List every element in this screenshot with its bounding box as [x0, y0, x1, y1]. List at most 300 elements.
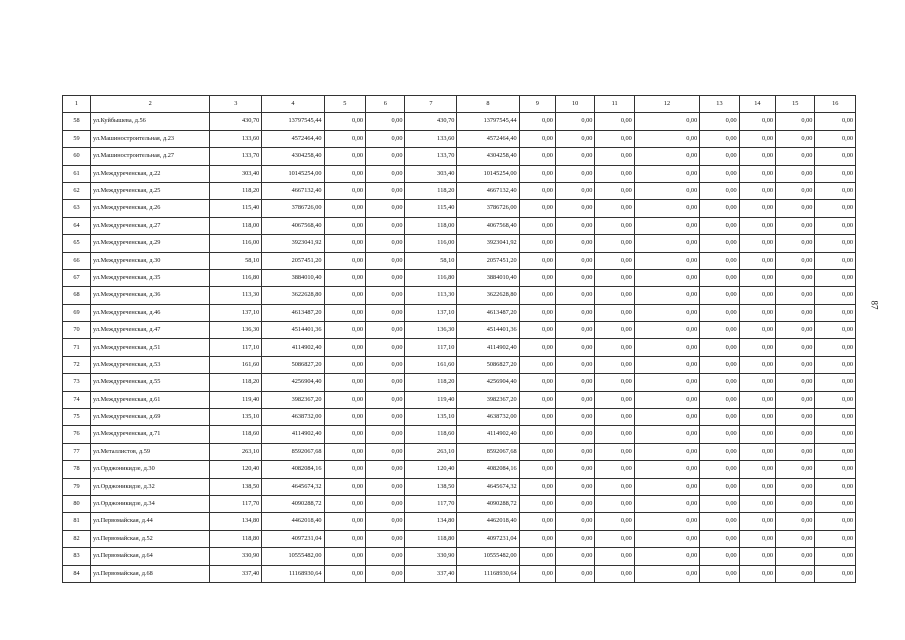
table-row: [63, 565, 856, 582]
column-header: 13: [700, 96, 739, 113]
value-cell: 118,20: [210, 182, 262, 199]
value-cell: 0,00: [366, 374, 405, 391]
value-cell: 0,00: [739, 530, 775, 547]
value-cell: 3786726,00: [457, 200, 519, 217]
value-cell: 13797545,44: [457, 113, 519, 130]
value-cell: 0,00: [700, 443, 739, 460]
value-cell: 0,00: [324, 130, 366, 147]
header-row: [63, 96, 856, 113]
value-cell: 0,00: [776, 409, 815, 426]
value-cell: 118,20: [405, 374, 457, 391]
value-cell: 0,00: [324, 530, 366, 547]
value-cell: 0,00: [324, 513, 366, 530]
value-cell: 0,00: [519, 148, 555, 165]
value-cell: 115,40: [210, 200, 262, 217]
value-cell: 0,00: [519, 513, 555, 530]
value-cell: 0,00: [815, 443, 856, 460]
value-cell: 0,00: [739, 339, 775, 356]
value-cell: 0,00: [519, 495, 555, 512]
value-cell: 330,90: [210, 548, 262, 565]
value-cell: 0,00: [634, 478, 699, 495]
value-cell: 0,00: [555, 235, 594, 252]
value-cell: 0,00: [555, 113, 594, 130]
value-cell: 0,00: [595, 252, 634, 269]
value-cell: 0,00: [700, 269, 739, 286]
value-cell: 116,80: [405, 269, 457, 286]
value-cell: 0,00: [555, 182, 594, 199]
value-cell: 8592067,68: [457, 443, 519, 460]
value-cell: 0,00: [634, 287, 699, 304]
address-cell: ул.Орджоникидзе, д.30: [91, 461, 210, 478]
column-header: 2: [91, 96, 210, 113]
value-cell: 0,00: [815, 548, 856, 565]
value-cell: 3923041,92: [457, 235, 519, 252]
value-cell: 0,00: [815, 304, 856, 321]
value-cell: 0,00: [739, 391, 775, 408]
value-cell: 138,50: [210, 478, 262, 495]
value-cell: 0,00: [815, 478, 856, 495]
value-cell: 0,00: [634, 443, 699, 460]
row-number-cell: 59: [63, 130, 91, 147]
row-number-cell: 79: [63, 478, 91, 495]
value-cell: 0,00: [776, 269, 815, 286]
address-cell: ул.Орджоникидзе, д.32: [91, 478, 210, 495]
value-cell: 0,00: [519, 443, 555, 460]
value-cell: 4114902,40: [262, 426, 324, 443]
value-cell: 133,70: [405, 148, 457, 165]
value-cell: 4304258,40: [457, 148, 519, 165]
value-cell: 0,00: [739, 130, 775, 147]
value-cell: 0,00: [634, 374, 699, 391]
table-row: [63, 374, 856, 391]
value-cell: 0,00: [776, 304, 815, 321]
column-header: 9: [519, 96, 555, 113]
value-cell: 0,00: [634, 130, 699, 147]
value-cell: 0,00: [739, 269, 775, 286]
value-cell: 0,00: [700, 461, 739, 478]
address-cell: ул.Междуреченская, д.51: [91, 339, 210, 356]
value-cell: 0,00: [595, 113, 634, 130]
value-cell: 0,00: [519, 374, 555, 391]
value-cell: 0,00: [555, 443, 594, 460]
value-cell: 0,00: [366, 565, 405, 582]
value-cell: 0,00: [595, 269, 634, 286]
value-cell: 0,00: [595, 235, 634, 252]
value-cell: 0,00: [776, 217, 815, 234]
address-cell: ул.Машиностроительная, д.23: [91, 130, 210, 147]
value-cell: 0,00: [739, 200, 775, 217]
table-row: [63, 200, 856, 217]
value-cell: 0,00: [739, 495, 775, 512]
value-cell: 0,00: [519, 217, 555, 234]
value-cell: 0,00: [366, 200, 405, 217]
address-cell: ул.Междуреченская, д.55: [91, 374, 210, 391]
value-cell: 0,00: [555, 478, 594, 495]
value-cell: 2057451,20: [262, 252, 324, 269]
value-cell: 0,00: [700, 530, 739, 547]
value-cell: 0,00: [555, 269, 594, 286]
value-cell: 133,60: [210, 130, 262, 147]
value-cell: 0,00: [555, 565, 594, 582]
value-cell: 0,00: [634, 235, 699, 252]
table-row: [63, 513, 856, 530]
value-cell: 0,00: [366, 426, 405, 443]
column-header: 3: [210, 96, 262, 113]
value-cell: 0,00: [366, 409, 405, 426]
value-cell: 4645674,32: [457, 478, 519, 495]
table-row: [63, 461, 856, 478]
value-cell: 0,00: [595, 478, 634, 495]
value-cell: 133,70: [210, 148, 262, 165]
address-cell: ул.Междуреченская, д.61: [91, 391, 210, 408]
value-cell: 0,00: [366, 235, 405, 252]
value-cell: 0,00: [700, 565, 739, 582]
row-number-cell: 68: [63, 287, 91, 304]
address-cell: ул.Междуреченская, д.69: [91, 409, 210, 426]
value-cell: 303,40: [210, 165, 262, 182]
value-cell: 0,00: [815, 252, 856, 269]
value-cell: 0,00: [634, 409, 699, 426]
address-cell: ул.Междуреченская, д.27: [91, 217, 210, 234]
value-cell: 119,40: [405, 391, 457, 408]
value-cell: 0,00: [324, 461, 366, 478]
value-cell: 0,00: [815, 269, 856, 286]
row-number-cell: 75: [63, 409, 91, 426]
value-cell: 11168930,64: [262, 565, 324, 582]
value-cell: 4082084,16: [262, 461, 324, 478]
value-cell: 0,00: [366, 322, 405, 339]
row-number-cell: 83: [63, 548, 91, 565]
value-cell: 4667132,40: [262, 182, 324, 199]
row-number-cell: 74: [63, 391, 91, 408]
value-cell: 0,00: [366, 269, 405, 286]
value-cell: 118,20: [405, 182, 457, 199]
value-cell: 0,00: [595, 217, 634, 234]
value-cell: 0,00: [595, 426, 634, 443]
value-cell: 133,60: [405, 130, 457, 147]
value-cell: 0,00: [324, 113, 366, 130]
table-row: [63, 356, 856, 373]
value-cell: 134,80: [405, 513, 457, 530]
value-cell: 0,00: [739, 443, 775, 460]
value-cell: 0,00: [815, 322, 856, 339]
value-cell: 0,00: [815, 339, 856, 356]
value-cell: 0,00: [555, 148, 594, 165]
value-cell: 0,00: [595, 148, 634, 165]
value-cell: 137,10: [405, 304, 457, 321]
value-cell: 0,00: [634, 182, 699, 199]
value-cell: 0,00: [815, 200, 856, 217]
value-cell: 0,00: [739, 478, 775, 495]
table-row: [63, 478, 856, 495]
value-cell: 137,10: [210, 304, 262, 321]
table-row: [63, 409, 856, 426]
value-cell: 330,90: [405, 548, 457, 565]
value-cell: 0,00: [739, 287, 775, 304]
value-cell: 4514401,36: [262, 322, 324, 339]
value-cell: 136,30: [210, 322, 262, 339]
value-cell: 4613487,20: [457, 304, 519, 321]
value-cell: 0,00: [555, 165, 594, 182]
value-cell: 0,00: [595, 391, 634, 408]
value-cell: 0,00: [324, 478, 366, 495]
value-cell: 135,10: [405, 409, 457, 426]
value-cell: 0,00: [555, 409, 594, 426]
value-cell: 0,00: [634, 426, 699, 443]
value-cell: 135,10: [210, 409, 262, 426]
value-cell: 0,00: [324, 374, 366, 391]
value-cell: 0,00: [739, 461, 775, 478]
value-cell: 0,00: [366, 182, 405, 199]
address-cell: ул.Первомайская, д.64: [91, 548, 210, 565]
value-cell: 0,00: [595, 287, 634, 304]
table-row: [63, 391, 856, 408]
value-cell: 0,00: [776, 287, 815, 304]
value-cell: 0,00: [815, 530, 856, 547]
value-cell: 0,00: [700, 287, 739, 304]
table-row: [63, 252, 856, 269]
value-cell: 4572464,40: [262, 130, 324, 147]
value-cell: 11168930,64: [457, 565, 519, 582]
value-cell: 0,00: [815, 374, 856, 391]
value-cell: 0,00: [739, 565, 775, 582]
value-cell: 0,00: [519, 182, 555, 199]
value-cell: 0,00: [739, 235, 775, 252]
value-cell: 0,00: [739, 409, 775, 426]
value-cell: 0,00: [555, 530, 594, 547]
row-number-cell: 64: [63, 217, 91, 234]
row-number-cell: 63: [63, 200, 91, 217]
column-header: 11: [595, 96, 634, 113]
row-number-cell: 77: [63, 443, 91, 460]
value-cell: 3923041,92: [262, 235, 324, 252]
value-cell: 0,00: [634, 269, 699, 286]
address-cell: ул.Междуреченская, д.30: [91, 252, 210, 269]
value-cell: 0,00: [595, 374, 634, 391]
row-number-cell: 62: [63, 182, 91, 199]
value-cell: 0,00: [700, 495, 739, 512]
address-cell: ул.Междуреченская, д.26: [91, 200, 210, 217]
value-cell: 0,00: [634, 322, 699, 339]
value-cell: 0,00: [519, 478, 555, 495]
row-number-cell: 58: [63, 113, 91, 130]
value-cell: 0,00: [519, 252, 555, 269]
value-cell: 0,00: [634, 548, 699, 565]
table-row: [63, 495, 856, 512]
value-cell: 0,00: [700, 182, 739, 199]
value-cell: 0,00: [366, 356, 405, 373]
value-cell: 161,60: [405, 356, 457, 373]
page-number: 87: [869, 300, 880, 310]
value-cell: 4256904,40: [262, 374, 324, 391]
value-cell: 0,00: [366, 495, 405, 512]
value-cell: 4304258,40: [262, 148, 324, 165]
value-cell: 0,00: [595, 200, 634, 217]
value-cell: 0,00: [555, 548, 594, 565]
value-cell: 263,10: [210, 443, 262, 460]
value-cell: 0,00: [776, 148, 815, 165]
value-cell: 0,00: [519, 287, 555, 304]
value-cell: 0,00: [776, 130, 815, 147]
column-header: 15: [776, 96, 815, 113]
value-cell: 3786726,00: [262, 200, 324, 217]
table-row: [63, 339, 856, 356]
value-cell: 0,00: [739, 252, 775, 269]
value-cell: 4090288,72: [457, 495, 519, 512]
value-cell: 0,00: [519, 548, 555, 565]
value-cell: 0,00: [776, 530, 815, 547]
value-cell: 0,00: [555, 374, 594, 391]
row-number-cell: 82: [63, 530, 91, 547]
table-row: [63, 322, 856, 339]
value-cell: 0,00: [595, 356, 634, 373]
value-cell: 134,80: [210, 513, 262, 530]
value-cell: 0,00: [739, 356, 775, 373]
value-cell: 0,00: [366, 287, 405, 304]
value-cell: 0,00: [815, 409, 856, 426]
value-cell: 3622628,80: [457, 287, 519, 304]
value-cell: 0,00: [700, 113, 739, 130]
value-cell: 0,00: [700, 304, 739, 321]
value-cell: 0,00: [739, 426, 775, 443]
value-cell: 0,00: [815, 565, 856, 582]
value-cell: 0,00: [634, 495, 699, 512]
value-cell: 161,60: [210, 356, 262, 373]
address-cell: ул.Междуреченская, д.35: [91, 269, 210, 286]
value-cell: 4572464,40: [457, 130, 519, 147]
value-cell: 0,00: [815, 391, 856, 408]
value-cell: 0,00: [776, 182, 815, 199]
row-number-cell: 84: [63, 565, 91, 582]
value-cell: 138,50: [405, 478, 457, 495]
value-cell: 0,00: [776, 548, 815, 565]
value-cell: 0,00: [739, 182, 775, 199]
value-cell: 0,00: [815, 113, 856, 130]
value-cell: 113,30: [210, 287, 262, 304]
value-cell: 0,00: [595, 339, 634, 356]
value-cell: 0,00: [739, 165, 775, 182]
row-number-cell: 66: [63, 252, 91, 269]
address-cell: ул.Орджоникидзе, д.34: [91, 495, 210, 512]
row-number-cell: 67: [63, 269, 91, 286]
value-cell: 0,00: [634, 530, 699, 547]
value-cell: 5086827,20: [262, 356, 324, 373]
value-cell: 0,00: [366, 461, 405, 478]
row-number-cell: 61: [63, 165, 91, 182]
value-cell: 0,00: [815, 287, 856, 304]
value-cell: 0,00: [776, 443, 815, 460]
value-cell: 0,00: [366, 478, 405, 495]
value-cell: 0,00: [324, 443, 366, 460]
value-cell: 3884010,40: [457, 269, 519, 286]
value-cell: 0,00: [700, 322, 739, 339]
address-cell: ул.Междуреченская, д.29: [91, 235, 210, 252]
value-cell: 0,00: [700, 217, 739, 234]
value-cell: 0,00: [595, 130, 634, 147]
value-cell: 0,00: [595, 304, 634, 321]
row-number-cell: 71: [63, 339, 91, 356]
value-cell: 0,00: [634, 513, 699, 530]
address-cell: ул.Междуреченская, д.46: [91, 304, 210, 321]
value-cell: 0,00: [815, 461, 856, 478]
value-cell: 4114902,40: [457, 426, 519, 443]
value-cell: 119,40: [210, 391, 262, 408]
value-cell: 0,00: [555, 287, 594, 304]
value-cell: 4514401,36: [457, 322, 519, 339]
value-cell: 0,00: [555, 200, 594, 217]
value-cell: 58,10: [210, 252, 262, 269]
value-cell: 0,00: [634, 217, 699, 234]
value-cell: 0,00: [739, 113, 775, 130]
value-cell: 0,00: [519, 356, 555, 373]
value-cell: 0,00: [776, 426, 815, 443]
value-cell: 3622628,80: [262, 287, 324, 304]
value-cell: 0,00: [519, 461, 555, 478]
value-cell: 2057451,20: [457, 252, 519, 269]
value-cell: 0,00: [324, 322, 366, 339]
value-cell: 0,00: [555, 339, 594, 356]
value-cell: 0,00: [324, 409, 366, 426]
value-cell: 0,00: [776, 513, 815, 530]
value-cell: 0,00: [595, 182, 634, 199]
value-cell: 0,00: [776, 461, 815, 478]
value-cell: 0,00: [700, 235, 739, 252]
value-cell: 0,00: [519, 235, 555, 252]
value-cell: 0,00: [700, 356, 739, 373]
address-cell: ул.Машиностроительная, д.27: [91, 148, 210, 165]
value-cell: 0,00: [324, 252, 366, 269]
value-cell: 10145254,00: [262, 165, 324, 182]
value-cell: 116,00: [405, 235, 457, 252]
table-row: [63, 217, 856, 234]
value-cell: 116,80: [210, 269, 262, 286]
column-header: 6: [366, 96, 405, 113]
row-number-cell: 60: [63, 148, 91, 165]
value-cell: 4256904,40: [457, 374, 519, 391]
value-cell: 0,00: [776, 391, 815, 408]
value-cell: 0,00: [555, 426, 594, 443]
value-cell: 5086827,20: [457, 356, 519, 373]
value-cell: 0,00: [366, 148, 405, 165]
column-header: 7: [405, 96, 457, 113]
value-cell: 303,40: [405, 165, 457, 182]
value-cell: 118,00: [210, 217, 262, 234]
value-cell: 0,00: [366, 252, 405, 269]
row-number-cell: 73: [63, 374, 91, 391]
value-cell: 337,40: [210, 565, 262, 582]
value-cell: 0,00: [519, 322, 555, 339]
value-cell: 0,00: [634, 165, 699, 182]
value-cell: 0,00: [555, 513, 594, 530]
value-cell: 0,00: [739, 513, 775, 530]
column-header: 8: [457, 96, 519, 113]
value-cell: 0,00: [366, 165, 405, 182]
value-cell: 0,00: [815, 165, 856, 182]
column-header: 16: [815, 96, 856, 113]
value-cell: 0,00: [324, 287, 366, 304]
value-cell: 0,00: [555, 252, 594, 269]
value-cell: 0,00: [519, 426, 555, 443]
value-cell: 0,00: [324, 391, 366, 408]
value-cell: 0,00: [366, 113, 405, 130]
value-cell: 10145254,00: [457, 165, 519, 182]
value-cell: 3884010,40: [262, 269, 324, 286]
value-cell: 0,00: [519, 113, 555, 130]
table-row: [63, 548, 856, 565]
value-cell: 0,00: [776, 113, 815, 130]
value-cell: 0,00: [324, 148, 366, 165]
value-cell: 0,00: [700, 339, 739, 356]
